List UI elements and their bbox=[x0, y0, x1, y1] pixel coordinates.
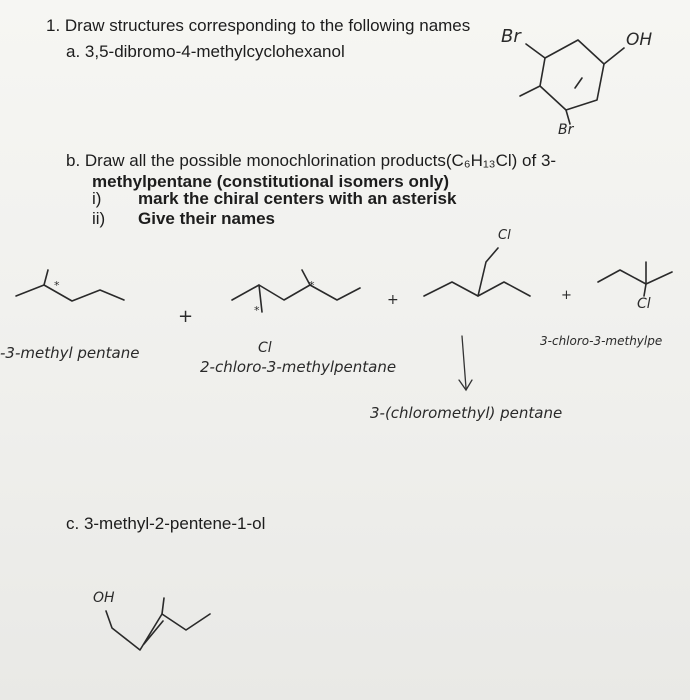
asterisk-2: * bbox=[254, 304, 260, 317]
chloromethyl-pentane-skeleton-drawing bbox=[424, 248, 530, 296]
plus-sign-3: + bbox=[561, 288, 572, 303]
part-a-prompt: a. 3,5-dibromo-4-methylcyclohexanol bbox=[66, 42, 345, 61]
chloro-3-methylpentane-skeleton-drawing bbox=[598, 262, 672, 296]
asterisk-3: * bbox=[309, 279, 315, 292]
bromine-top-label: Br bbox=[501, 26, 521, 47]
name-2-chloro-3-methylpentane: 2-chloro-3-methylpentane bbox=[200, 358, 397, 376]
part-b-i-instruction: mark the chiral centers with an asterisk bbox=[138, 189, 457, 208]
bromine-bottom-label: Br bbox=[558, 122, 574, 138]
chlorine-branch-label: Cl bbox=[498, 228, 511, 243]
name-3-chloro-3-methylpentane: 3-chloro-3-methylpe bbox=[540, 334, 663, 348]
plus-sign-1: + bbox=[178, 306, 194, 327]
methylpentane-skeleton-drawing bbox=[16, 270, 124, 301]
chlorine-fourth-label: Cl bbox=[637, 296, 651, 312]
plus-sign-2: + bbox=[387, 292, 399, 308]
part-b-ii-number: ii) bbox=[92, 209, 106, 228]
question-heading: 1. Draw structures corresponding to the following names bbox=[46, 16, 471, 35]
down-arrow-drawing bbox=[459, 336, 472, 390]
name-3-methylpentane: -3-methyl pentane bbox=[0, 344, 140, 362]
asterisk-1: * bbox=[54, 279, 60, 292]
chlorine-second-label: Cl bbox=[258, 340, 272, 356]
name-3-chloromethyl-pentane: 3-(chloromethyl) pentane bbox=[370, 404, 563, 422]
cyclohexanol-ring-drawing bbox=[520, 40, 624, 124]
hydroxyl-top-label: OH bbox=[626, 30, 653, 50]
part-b-ii-instruction: Give their names bbox=[138, 209, 276, 228]
part-b-prompt-line2: methylpentane (constitutional isomers only) bbox=[92, 172, 450, 191]
hydroxyl-c-label: OH bbox=[93, 590, 115, 606]
part-b-i-number: i) bbox=[92, 189, 102, 208]
part-c-prompt: c. 3-methyl-2-pentene-1-ol bbox=[66, 514, 266, 533]
chloro-methylpentane-skeleton-drawing bbox=[232, 270, 360, 312]
methyl-pentenol-skeleton-drawing bbox=[106, 598, 210, 650]
part-b-prompt-line1: b. Draw all the possible monochlorination products(C₆H₁₃Cl) of 3- bbox=[66, 151, 557, 170]
